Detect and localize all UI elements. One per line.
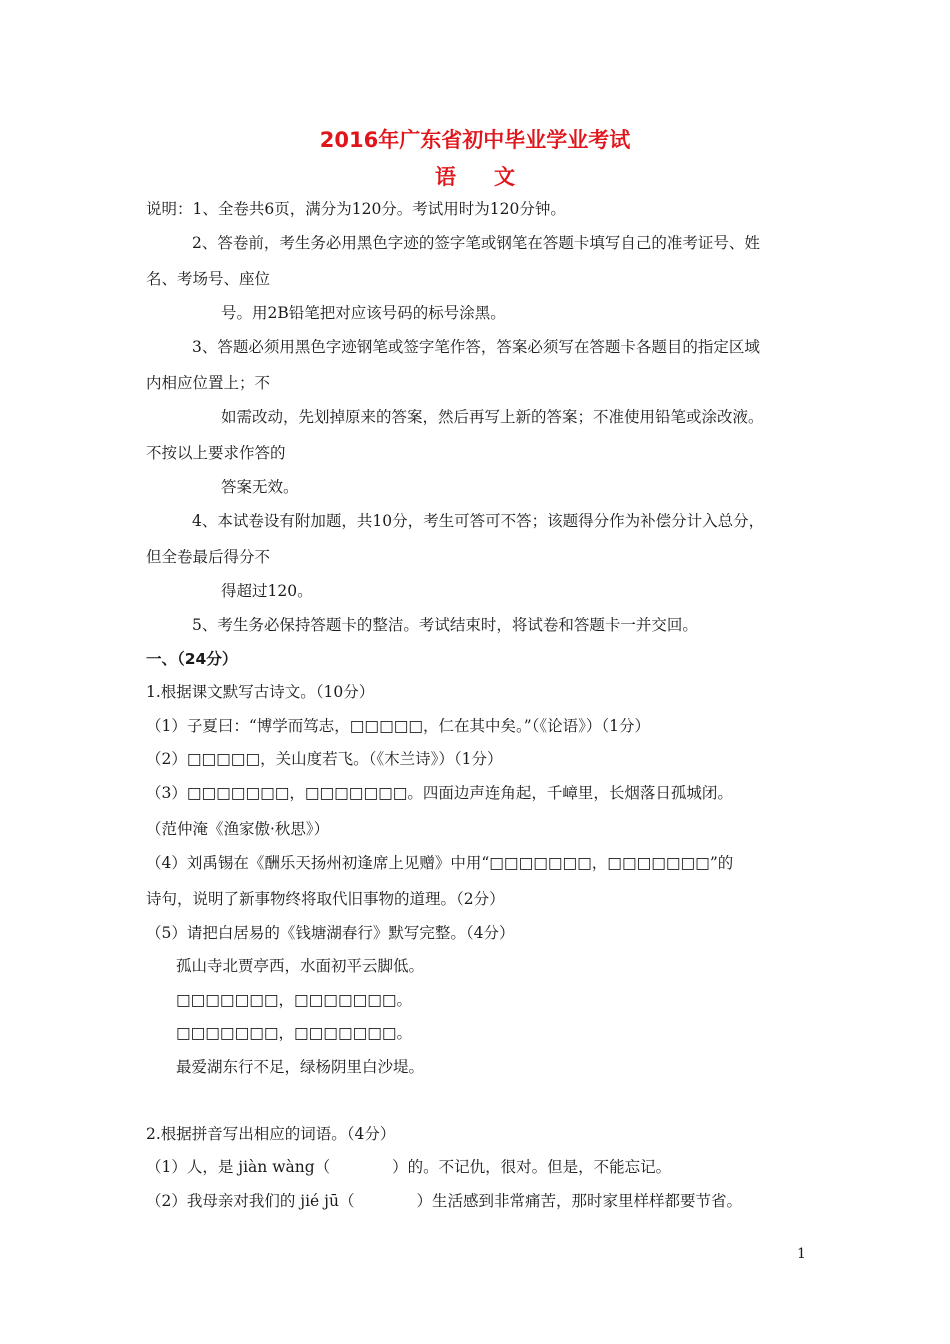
instruction-4-line-3: 得超过120。 bbox=[221, 582, 313, 600]
q1-part-4-line-2: 诗句，说明了新事物终将取代旧事物的道理。（2分） bbox=[146, 890, 505, 908]
q1-stem: 1.根据课文默写古诗文。（10分） bbox=[146, 683, 375, 701]
poem-line-4: 最爱湖东行不足，绿杨阴里白沙堤。 bbox=[176, 1058, 425, 1076]
instruction-4-line-2: 但全卷最后得分不 bbox=[146, 548, 271, 566]
instruction-2-line-1: 2、答卷前，考生务必用黑色字迹的签字笔或钢笔在答题卡填写自己的准考证号、姓 bbox=[192, 234, 760, 252]
q1-part-5: （5）请把白居易的《钱塘湖春行》默写完整。（4分） bbox=[146, 924, 515, 942]
q1-part-4-line-1: （4）刘禹锡在《酬乐天扬州初逢席上见赠》中用“□□□□□□□，□□□□□□□”的 bbox=[146, 854, 734, 872]
instruction-1: 说明：1、全卷共6页，满分为120分。考试用时为120分钟。 bbox=[146, 200, 566, 218]
instruction-3-line-1: 3、答题必须用黑色字迹钢笔或签字笔作答，答案必须写在答题卡各题目的指定区域 bbox=[192, 338, 760, 356]
instruction-3-line-2: 内相应位置上；不 bbox=[146, 374, 271, 392]
q1-part-1: （1）子夏曰：“博学而笃志，□□□□□，仁在其中矣。”（《论语》）（1分） bbox=[146, 717, 651, 735]
instruction-3-line-5: 答案无效。 bbox=[221, 478, 299, 496]
q2-stem: 2.根据拼音写出相应的词语。（4分） bbox=[146, 1125, 396, 1143]
q2-part-1: （1）人，是 jiàn wàng（ ）的。不记仇，很对。但是，不能忘记。 bbox=[146, 1158, 672, 1176]
instruction-5: 5、考生务必保持答题卡的整洁。考试结束时，将试卷和答题卡一并交回。 bbox=[192, 616, 698, 634]
q1-part-3-line-1: （3）□□□□□□□，□□□□□□□。四面边声连角起，千嶂里，长烟落日孤城闭。 bbox=[146, 784, 733, 802]
instruction-3-line-4: 不按以上要求作答的 bbox=[146, 444, 286, 462]
subject-title: 语文 bbox=[435, 165, 553, 189]
q2-part-2: （2）我母亲对我们的 jié jū（ ）生活感到非常痛苦，那时家里样样都要节省。 bbox=[146, 1192, 742, 1210]
q1-part-2: （2）□□□□□，关山度若飞。（《木兰诗》）（1分） bbox=[146, 750, 503, 768]
instruction-4-line-1: 4、本试卷设有附加题，共10分，考生可答可不答；该题得分作为补偿分计入总分， bbox=[192, 512, 765, 530]
section-heading: 一、（24分） bbox=[146, 650, 238, 668]
page-number: 1 bbox=[797, 1246, 806, 1262]
instruction-2-line-3: 号。用2B铅笔把对应该号码的标号涂黑。 bbox=[221, 304, 506, 322]
q1-part-3-line-2: （范仲淹《渔家傲·秋思》） bbox=[146, 820, 330, 838]
instruction-2-line-2: 名、考场号、座位 bbox=[146, 270, 271, 288]
exam-title: 2016年广东省初中毕业学业考试 bbox=[319, 128, 631, 152]
poem-line-3: □□□□□□□，□□□□□□□。 bbox=[176, 1024, 413, 1042]
instruction-3-line-3: 如需改动，先划掉原来的答案，然后再写上新的答案；不准使用铅笔或涂改液。 bbox=[221, 408, 764, 426]
poem-line-2: □□□□□□□，□□□□□□□。 bbox=[176, 991, 413, 1009]
poem-line-1: 孤山寺北贾亭西，水面初平云脚低。 bbox=[176, 957, 425, 975]
